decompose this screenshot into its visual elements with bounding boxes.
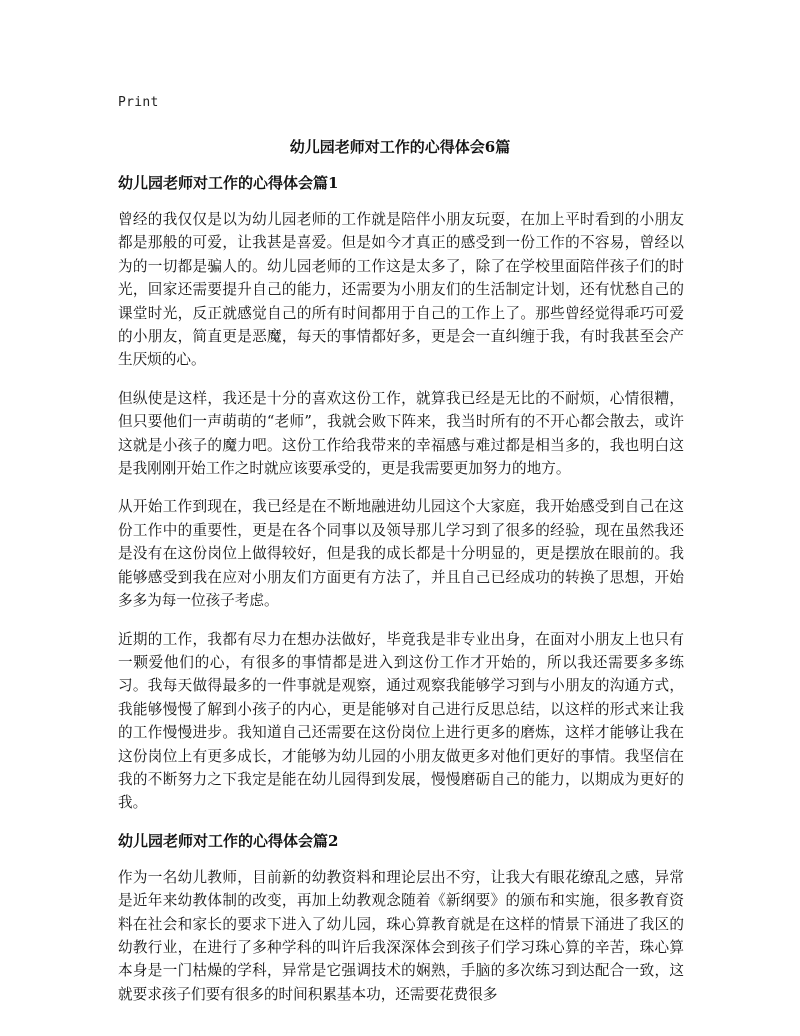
section-1: [118, 172, 684, 815]
paragraph: 作为一名幼儿教师，目前新的幼教资料和理论层出不穷，让我大有眼花缭乱之感，异常是近年来幼教体制的改变，再加上幼教观念随着《新纲要》的颁布和实施，很多教育资料在社会和家长的要求下进入了幼儿园，珠心算教育就是在这样的情景下涌进了我区的幼教行业，在进行了多种学科的叫许后我深深体会到孩子们学习珠心算的辛苦，珠心算本身是一门枯燥的学科，异常是它强调技术的娴熟，手脑的多次练习到达配合一致，这就要求孩子们要有很多的时间积累基本功，还需要花费很多: [118, 868, 684, 1003]
section-heading-2: 幼儿园老师对工作的心得体会篇2: [118, 831, 339, 850]
paragraph: 曾经的我仅仅是以为幼儿园老师的工作就是陪伴小朋友玩耍，在加上平时看到的小朋友都是那般的可爱，让我甚是喜爱。但是如今才真正的感受到一份工作的不容易，曾经以为的一切都是骗人的。幼儿园老师的工作这是太多了，除了在学校里面陪伴孩子们的时光，回家还需要提升自己的能力，还需要为小朋友们的生活制定计划，还有忧愁自己的课堂时光，反正就感觉自己的所有时间都用于自己的工作上了。那些曾经觉得乖巧可爱的小朋友，简直更是恶魔，每天的事情都好多，更是会一直纠缠于我，有时我甚至会产生厌烦的心。: [118, 211, 684, 369]
paragraph: 从开始工作到现在，我已经是在不断地融进幼儿园这个大家庭，我开始感受到自己在这份工作中的重要性，更是在各个同事以及领导那儿学习到了很多的经验，现在虽然我还是没有在这份岗位上做得较好，但是我的成长都是十分明显的，更是摆放在眼前的。我能够感受到我在应对小朋友们方面更有方法了，并且自己已经成功的转换了思想，开始多多为每一位孩子考虑。: [118, 498, 684, 610]
section-2: [118, 830, 684, 1006]
document-body: [118, 172, 684, 1021]
print-label: Print: [118, 95, 159, 110]
document-title: 幼儿园老师对工作的心得体会6篇: [289, 138, 511, 156]
paragraph: 近期的工作，我都有尽力在想办法做好，毕竟我是非专业出身，在面对小朋友上也只有一颗爱他们的心，有很多的事情都是进入到这份工作才开始的，所以我还需要多多练习。我每天做得最多的一件事就是观察，通过观察我能够学习到与小朋友的沟通方式，我能够慢慢了解到小孩子的内心，更是能够对自己进行反思总结，以这样的形式来让我的工作慢慢进步。我知道自己还需要在这份岗位上进行更多的磨炼，这样才能够让我在这份岗位上有更多成长，才能够为幼儿园的小朋友做更多对他们更好的事情。我坚信在我的不断努力之下我定是能在幼儿园得到发展，慢慢磨砺自己的能力，以期成为更好的我。: [118, 630, 684, 812]
paragraph: 但纵使是这样，我还是十分的喜欢这份工作，就算我已经是无比的不耐烦，心情很糟，但只要他们一声萌萌的“老师”，我就会败下阵来，我当时所有的不开心都会散去，或许这就是小孩子的魔力吧。这份工作给我带来的幸福感与难过都是相当多的，我也明白这是我刚刚开始工作之时就应该要承受的，更是我需要更加努力的地方。: [118, 389, 684, 478]
section-heading-1: 幼儿园老师对工作的心得体会篇1: [118, 174, 339, 192]
